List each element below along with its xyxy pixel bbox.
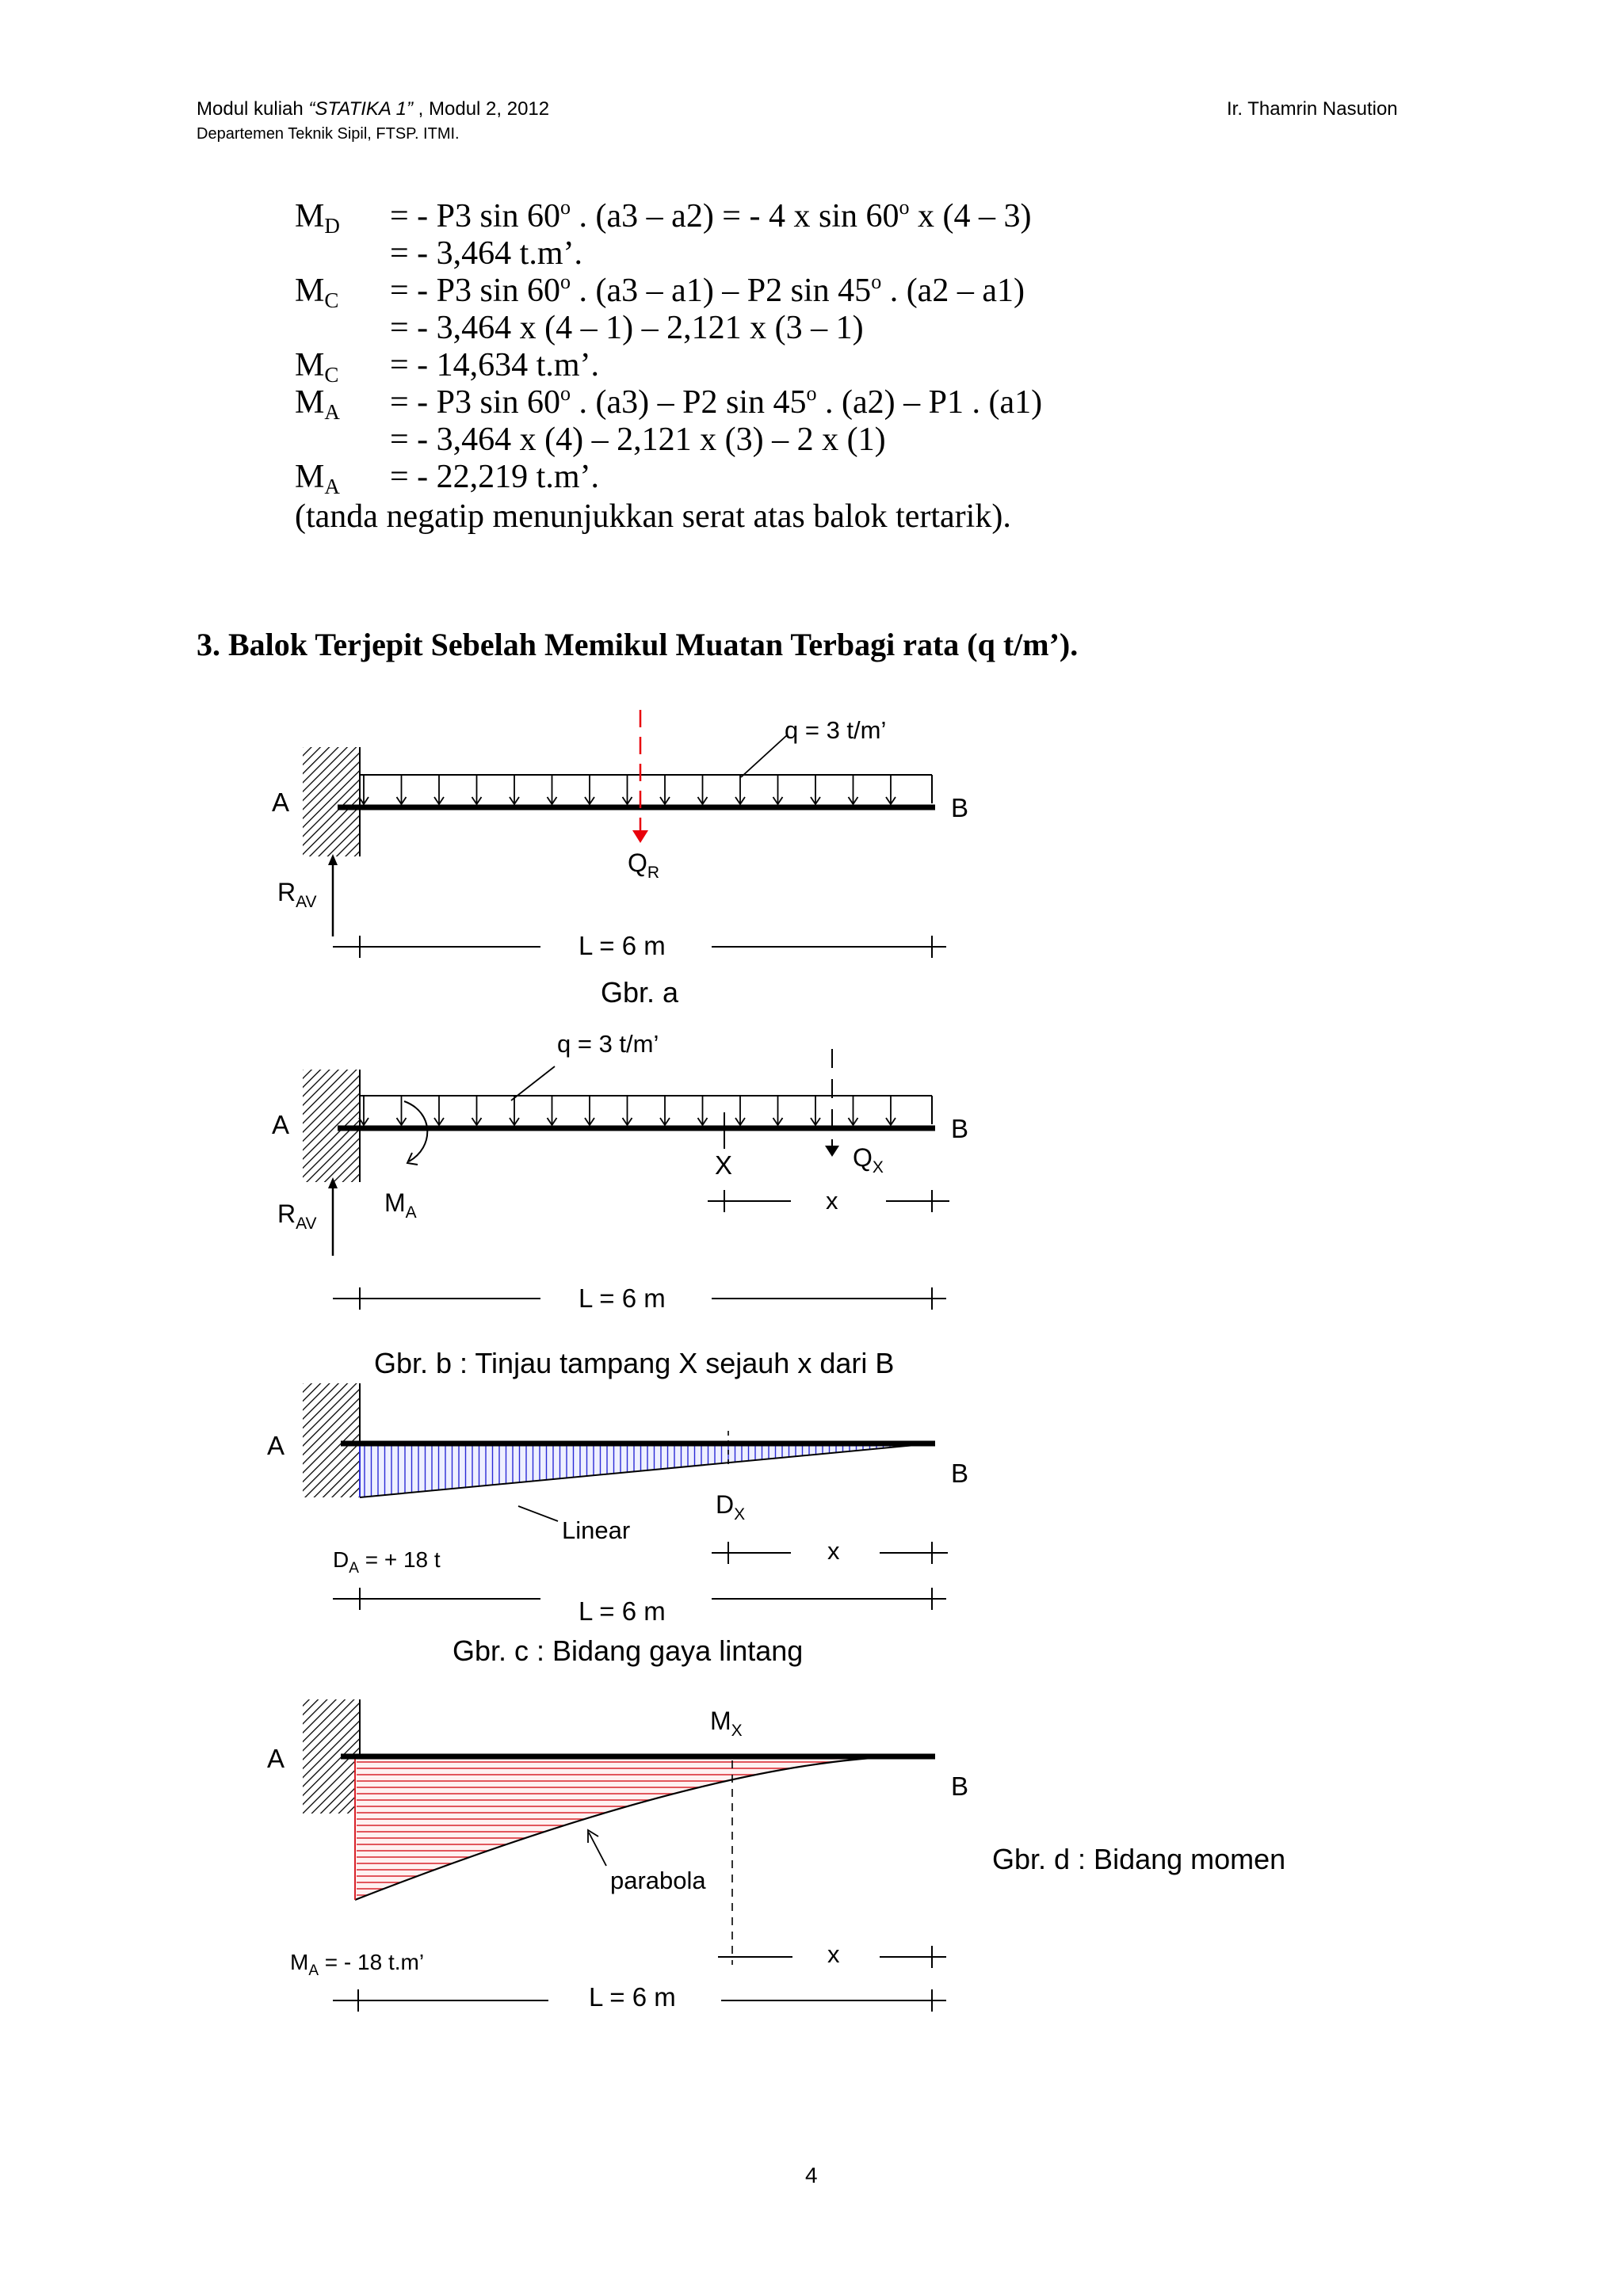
load-arrow bbox=[698, 1096, 708, 1125]
load-arrow bbox=[397, 775, 407, 804]
fixed-support-hatch bbox=[303, 747, 360, 856]
header-module: Modul kuliah “STATIKA 1” , Modul 2, 2012 bbox=[197, 98, 550, 120]
load-arrow bbox=[472, 775, 482, 804]
figure-b bbox=[272, 1030, 968, 1379]
load-arrow bbox=[735, 775, 745, 804]
load-arrow bbox=[510, 775, 519, 804]
load-arrow bbox=[773, 775, 783, 804]
span-label: L = 6 m bbox=[579, 931, 666, 960]
sign-note: (tanda negatip menunjukkan serat atas balok tertarik). bbox=[295, 498, 1011, 535]
figure-caption: Gbr. d : Bidang momen bbox=[992, 1843, 1286, 1875]
fixed-support-hatch bbox=[303, 1383, 360, 1497]
load-arrow bbox=[585, 1096, 594, 1125]
distributed-load bbox=[359, 1096, 932, 1125]
moment-ma-label: $M_A$ = - 18 t.m’ bbox=[290, 1950, 425, 1979]
load-label: q = 3 t/m’ bbox=[785, 716, 887, 744]
equation-symbol: $M_C$ bbox=[295, 273, 339, 312]
equation-expression: = - P3 sin 60$^o$ . (a3 – a2) = - 4 x sin 60$^o$ x (4 – 3) bbox=[390, 196, 1032, 235]
distributed-load bbox=[359, 775, 932, 804]
header-department: Departemen Teknik Sipil, FTSP. ITMI. bbox=[197, 125, 460, 143]
x-label: x bbox=[827, 1940, 840, 1968]
reaction-label: $R_{AV}$ bbox=[277, 878, 317, 911]
load-label: q = 3 t/m’ bbox=[557, 1030, 659, 1058]
moment-mx-label: $M_X$ bbox=[710, 1707, 743, 1740]
section-label: X bbox=[715, 1150, 733, 1180]
shear-dx-label: $D_X$ bbox=[716, 1490, 746, 1524]
resultant-arrow bbox=[825, 1146, 839, 1157]
figure-c bbox=[267, 1383, 968, 1667]
equation-symbol: $M_D$ bbox=[295, 198, 340, 238]
point-a-label: A bbox=[272, 788, 290, 817]
point-b-label: B bbox=[951, 1114, 969, 1143]
point-a-label: A bbox=[267, 1431, 285, 1460]
load-arrow bbox=[811, 775, 820, 804]
load-arrow bbox=[849, 775, 858, 804]
load-arrow bbox=[811, 1096, 820, 1125]
span-label: L = 6 m bbox=[579, 1283, 666, 1313]
figure-caption: Gbr. c : Bidang gaya lintang bbox=[453, 1634, 804, 1667]
equation-symbol: $M_A$ bbox=[295, 384, 340, 424]
load-arrow bbox=[548, 1096, 557, 1125]
equation-expression: = - 14,634 t.m’. bbox=[390, 347, 599, 383]
equation-expression: = - P3 sin 60$^o$ . (a3) – P2 sin 45$^o$ . (a2) – P1 . (a1) bbox=[390, 382, 1043, 421]
equation-symbol: $M_A$ bbox=[295, 459, 340, 498]
equation-expression: = - 3,464 t.m’. bbox=[390, 235, 582, 272]
point-b-label: B bbox=[951, 1772, 969, 1801]
load-arrow bbox=[472, 1096, 482, 1125]
figure-caption: Gbr. b : Tinjau tampang X sejauh x dari B bbox=[374, 1347, 895, 1379]
equation-expression: = - P3 sin 60$^o$ . (a3 – a1) – P2 sin 45$^o$ . (a2 – a1) bbox=[390, 270, 1025, 309]
load-arrow bbox=[773, 1096, 783, 1125]
load-arrow bbox=[735, 1096, 745, 1125]
parabola-label: parabola bbox=[610, 1867, 706, 1894]
load-arrow bbox=[585, 775, 594, 804]
figure-caption: Gbr. a bbox=[601, 976, 679, 1009]
point-a-label: A bbox=[272, 1110, 290, 1139]
load-arrow bbox=[434, 1096, 444, 1125]
load-arrow bbox=[548, 775, 557, 804]
point-b-label: B bbox=[951, 793, 969, 822]
load-arrow bbox=[886, 775, 896, 804]
point-b-label: B bbox=[951, 1459, 969, 1488]
figure-d bbox=[267, 1699, 1285, 2012]
x-label: x bbox=[826, 1187, 838, 1215]
page-number: 4 bbox=[805, 2163, 818, 2187]
equation-expression: = - 3,464 x (4 – 1) – 2,121 x (3 – 1) bbox=[390, 310, 864, 346]
load-arrow bbox=[698, 775, 708, 804]
equation-expression: = - 22,219 t.m’. bbox=[390, 459, 599, 495]
load-arrow bbox=[623, 775, 632, 804]
load-arrow bbox=[397, 1096, 407, 1125]
figure-a bbox=[272, 710, 968, 1009]
resultant-arrow bbox=[632, 830, 648, 843]
span-label: L = 6 m bbox=[589, 1982, 676, 2012]
x-label: x bbox=[827, 1537, 840, 1565]
resultant-label: $Q_R$ bbox=[628, 849, 660, 882]
load-arrow bbox=[849, 1096, 858, 1125]
moment-arc bbox=[404, 1101, 427, 1161]
resultant-label: $Q_X$ bbox=[853, 1143, 884, 1177]
load-arrow bbox=[886, 1096, 896, 1125]
moment-label: $M_A$ bbox=[384, 1188, 417, 1222]
load-arrow bbox=[660, 1096, 670, 1125]
header-author: Ir. Thamrin Nasution bbox=[1227, 98, 1398, 120]
span-label: L = 6 m bbox=[579, 1596, 666, 1626]
equation-expression: = - 3,464 x (4) – 2,121 x (3) – 2 x (1) bbox=[390, 421, 886, 458]
point-a-label: A bbox=[267, 1744, 285, 1773]
reaction-label: $R_{AV}$ bbox=[277, 1199, 317, 1233]
load-arrow bbox=[434, 775, 444, 804]
equation-symbol: $M_C$ bbox=[295, 347, 339, 387]
section-title: 3. Balok Terjepit Sebelah Memikul Muatan Terbagi rata (q t/m’). bbox=[197, 627, 1079, 662]
linear-label: Linear bbox=[562, 1516, 631, 1544]
load-arrow bbox=[660, 775, 670, 804]
shear-da-label: $D_A$ = + 18 t bbox=[333, 1547, 441, 1577]
load-arrow bbox=[623, 1096, 632, 1125]
